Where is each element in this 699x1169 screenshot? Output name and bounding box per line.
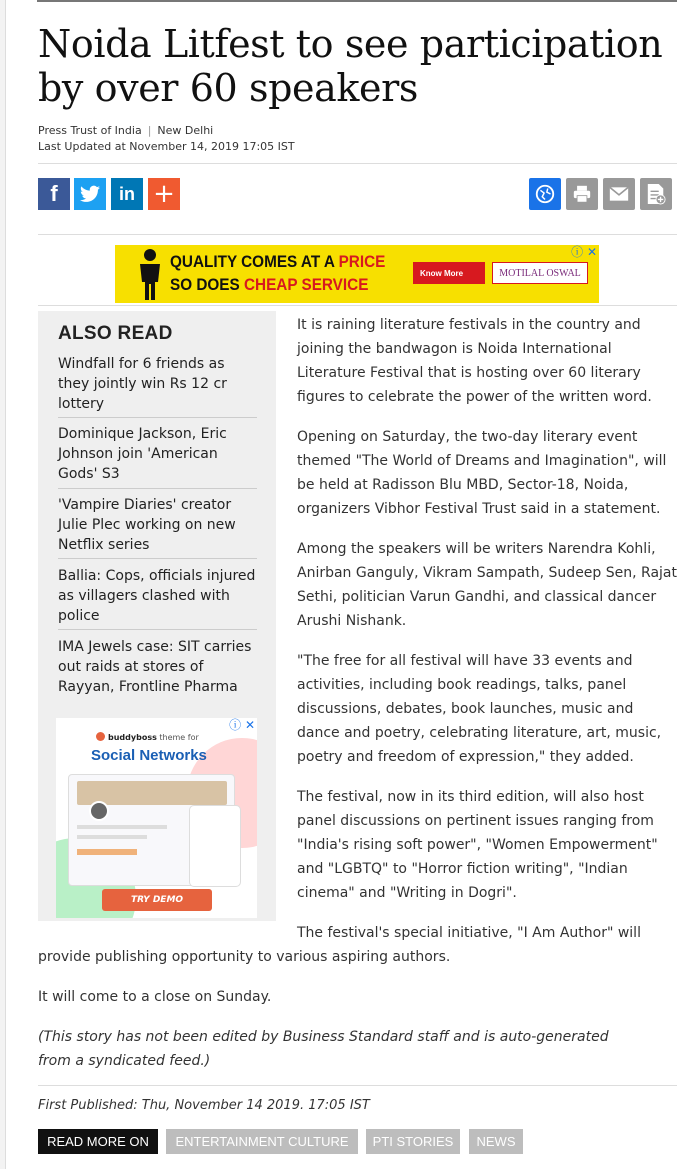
last-updated: Last Updated at November 14, 2019 17:05 IST	[38, 140, 295, 153]
ad-headline-line1	[170, 252, 385, 272]
byline-separator: |	[147, 124, 152, 137]
facebook-icon: f	[50, 181, 58, 206]
print-button[interactable]	[566, 178, 598, 210]
byline-source[interactable]: Press Trust of India	[38, 124, 142, 137]
byline-location: New Delhi	[157, 124, 214, 137]
twitter-icon	[80, 185, 100, 203]
first-published: First Published: Thu, November 14 2019. 17:05 IST	[38, 1098, 370, 1113]
ad-text: QUALITY COMES AT A	[170, 252, 339, 271]
linkedin-icon: in	[119, 183, 135, 204]
divider	[38, 1085, 677, 1086]
linkedin-share-button[interactable]	[111, 178, 143, 210]
envelope-icon	[609, 186, 629, 202]
businessman-icon	[137, 248, 163, 302]
divider	[58, 629, 257, 630]
ad-placeholder-line	[77, 825, 167, 829]
tag-entertainment-culture[interactable]: ENTERTAINMENT CULTURE	[166, 1129, 358, 1154]
banner-ad[interactable]	[115, 245, 599, 303]
also-read-link[interactable]: Windfall for 6 friends as they jointly win Rs 12 cr lottery	[58, 356, 227, 412]
ad-brand	[96, 732, 199, 742]
also-read-link[interactable]: IMA Jewels case: SIT carries out raids at stores of Rayyan, Frontline Pharma	[58, 639, 252, 695]
document-add-icon	[646, 183, 666, 205]
ad-close-icon[interactable]: ⓘ ✕	[571, 245, 597, 259]
twitter-share-button[interactable]	[74, 178, 106, 210]
divider	[58, 558, 257, 559]
ad-cta-label: Know More	[420, 268, 464, 278]
ad-screenshot	[68, 774, 235, 886]
ad-brand-logo	[492, 262, 588, 284]
try-demo-button[interactable]: TRY DEMO	[102, 889, 212, 911]
ad-text-highlight: PRICE	[338, 252, 386, 271]
ad-brand-name: MOTILAL OSWAL	[499, 267, 581, 279]
ad-text: SO DOES	[170, 275, 244, 294]
globe-icon	[534, 183, 556, 205]
ad-phone-mockup	[189, 805, 241, 887]
tag-news[interactable]: NEWS	[469, 1129, 523, 1154]
ad-know-more-button[interactable]	[413, 262, 485, 284]
divider	[58, 488, 257, 489]
divider	[58, 417, 257, 418]
facebook-share-button[interactable]	[38, 178, 70, 210]
top-rule	[37, 0, 677, 2]
article-paragraph: It will come to a close on Sunday.	[38, 989, 272, 1005]
page-left-edge	[0, 0, 6, 1169]
ad-headline-line2	[170, 275, 368, 295]
divider	[38, 234, 677, 235]
translate-button[interactable]	[529, 178, 561, 210]
article-paragraph: provide publishing opportunity to various aspiring authors.	[38, 949, 451, 965]
also-read-title: ALSO READ	[58, 323, 173, 344]
also-read-link[interactable]: Ballia: Cops, officials injured as villagers clashed with police	[58, 568, 256, 624]
ad-close-icon[interactable]: ⓘ ✕	[229, 718, 255, 732]
divider	[38, 163, 677, 164]
ad-placeholder-line	[77, 835, 147, 839]
article-paragraph: "The free for all festival will have 33 events and activities, including book readings, talks, panel discussions, debates, book launches, music and dance and poetry, celebrating literature, art, music, poetry and freedom of expression," they added.	[297, 653, 662, 765]
plus-icon: +	[153, 179, 175, 209]
article-paragraph: Opening on Saturday, the two-day literary event themed "The World of Dreams and Imagination", will be held at Radisson Blu MBD, Sector-18, Noida, organizers Vibhor Festival Trust said in a statement.	[297, 429, 667, 517]
tag-pti-stories[interactable]: PTI STORIES	[366, 1129, 460, 1154]
article-paragraph: Among the speakers will be writers Narendra Kohli, Anirban Ganguly, Vikram Sampath, Sudeep Sen, Rajat Sethi, politician Varun Gandhi, and classical dancer Arushi Nishank.	[297, 541, 677, 629]
article-paragraph: The festival's special initiative, "I Am Author" will	[297, 925, 641, 941]
also-read-link[interactable]: Dominique Jackson, Eric Johnson join 'American Gods' S3	[58, 426, 227, 482]
avatar	[89, 801, 109, 821]
article-paragraph: It is raining literature festivals in the country and joining the bandwagon is Noida International Literature Festival that is hosting over 60 literary figures to celebrate the power of the written word.	[297, 317, 652, 405]
more-share-button[interactable]	[148, 178, 180, 210]
email-button[interactable]	[603, 178, 635, 210]
ad-text-highlight: CHEAP SERVICE	[243, 275, 369, 294]
printer-icon	[572, 185, 592, 203]
ad-brand-name: buddyboss	[108, 733, 157, 742]
article-paragraph: The festival, now in its third edition, will also host panel discussions on pertinent issues ranging from "India's rising soft power", "Women Empowerment" and "LGBTQ" to "Horror fiction writing", "Indian cinema" and "Writing in Dogri".	[297, 789, 658, 901]
read-more-label: READ MORE ON	[38, 1129, 158, 1154]
ad-brand-suffix: theme for	[156, 733, 199, 742]
disclaimer: (This story has not been edited by Business Standard staff and is auto-generated from a syndicated feed.)	[38, 1029, 609, 1069]
divider	[38, 305, 677, 306]
byline	[38, 123, 213, 138]
buddyboss-logo-icon	[96, 732, 105, 741]
article-headline: Noida Litfest to see participation by over 60 speakers	[38, 22, 663, 110]
sidebar-ad[interactable]	[56, 718, 257, 918]
ad-placeholder-line	[77, 849, 137, 855]
also-read-link[interactable]: 'Vampire Diaries' creator Julie Plec working on new Netflix series	[58, 497, 236, 553]
ad-title: Social Networks	[91, 747, 207, 764]
add-note-button[interactable]	[640, 178, 672, 210]
